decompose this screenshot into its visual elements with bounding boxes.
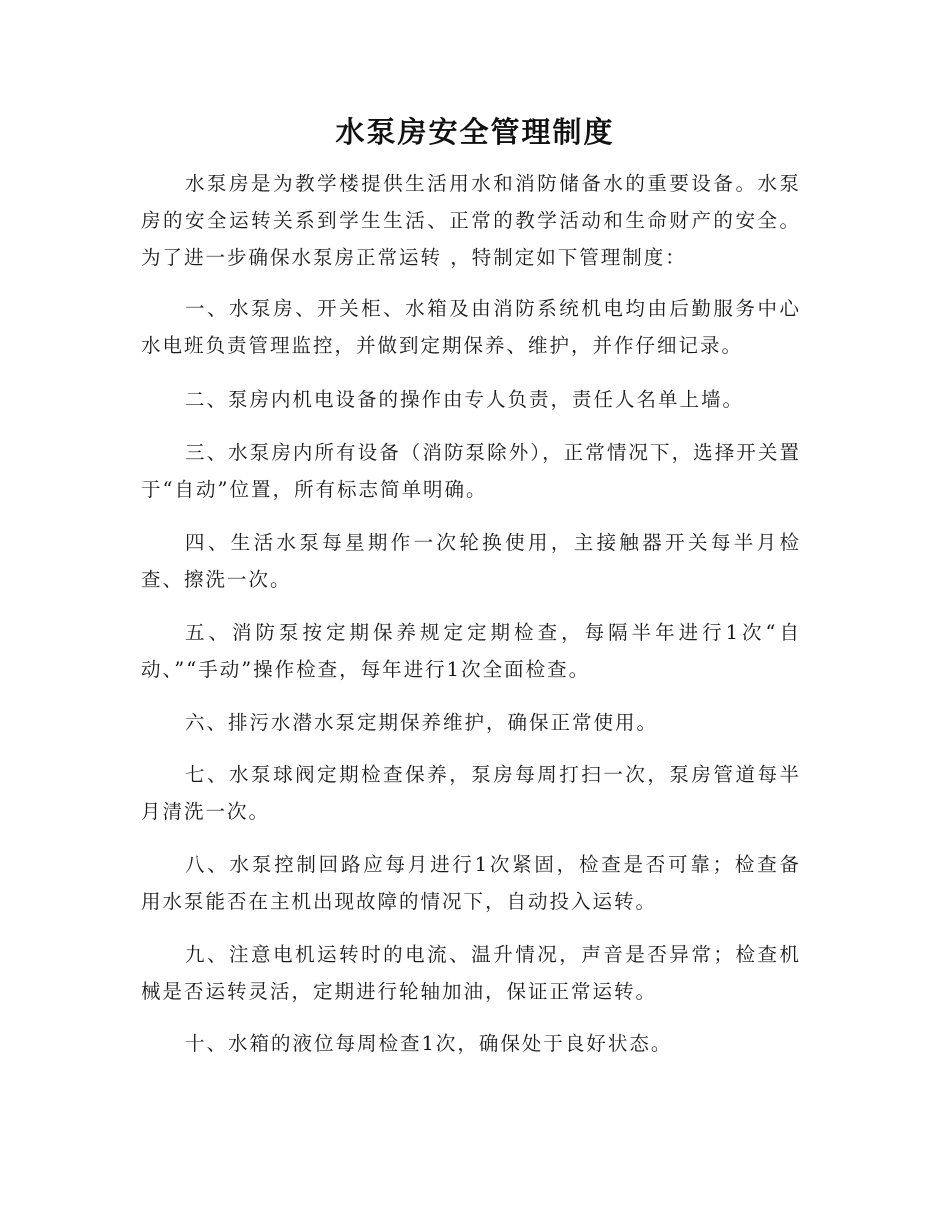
rule-paragraph-5: 五、消防泵按定期保养规定定期检查，每隔半年进行1次“自动、”“手动”操作检查，每年进行1次全面检查。 bbox=[141, 621, 801, 681]
rule-paragraph-10: 十、水箱的液位每周检查1次，确保处于良好状态。 bbox=[185, 1032, 673, 1055]
rule-paragraph-7: 七、水泵球阀定期检查保养，泵房每周打扫一次，泵房管道每半月清洗一次。 bbox=[141, 763, 801, 823]
rule-paragraph-8: 八、水泵控制回路应每月进行1次紧固，检查是否可靠；检查备用水泵能否在主机出现故障的情况下，自动投入运转。 bbox=[141, 853, 801, 913]
rule-paragraph-1: 一、水泵房、开关柜、水箱及由消防系统机电均由后勤服务中心水电班负责管理监控，并做到定期保养、维护，并作仔细记录。 bbox=[141, 297, 801, 357]
rule-paragraph-3: 三、水泵房内所有设备（消防泵除外），正常情况下，选择开关置于“自动”位置，所有标志简单明确。 bbox=[141, 441, 801, 501]
rule-paragraph-6: 六、排污水潜水泵定期保养维护，确保正常使用。 bbox=[185, 711, 659, 734]
rule-paragraph-4: 四、生活水泵每星期作一次轮换使用，主接触器开关每半月检查、擦洗一次。 bbox=[141, 531, 801, 591]
intro-paragraph: 水泵房是为教学楼提供生活用水和消防储备水的重要设备。水泵房的安全运转关系到学生生活、正常的教学活动和生命财产的安全。为了进一步确保水泵房正常运转 ，特制定如下管理制度： bbox=[141, 172, 801, 269]
document-title: 水泵房安全管理制度 bbox=[335, 115, 615, 149]
rule-paragraph-2: 二、泵房内机电设备的操作由专人负责，责任人名单上墙。 bbox=[185, 388, 745, 411]
rule-paragraph-9: 九、注意电机运转时的电流、温升情况，声音是否异常；检查机械是否运转灵活，定期进行轮轴加油，保证正常运转。 bbox=[141, 943, 801, 1003]
